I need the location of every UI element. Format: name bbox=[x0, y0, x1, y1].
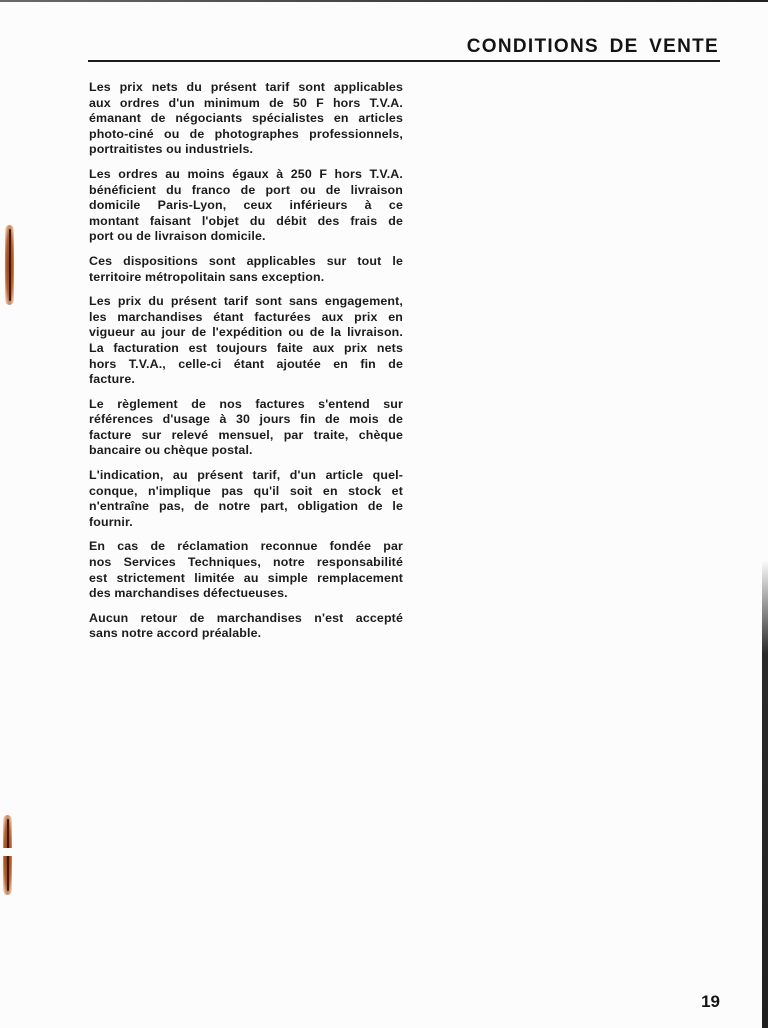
header-divider bbox=[88, 60, 720, 62]
page-title: CONDITIONS DE VENTE bbox=[466, 36, 719, 57]
text-line: facture sur relevé mensuel, par traite, chèque bbox=[89, 427, 403, 442]
text-line: Les prix du présent tarif sont sans engagement, bbox=[89, 294, 403, 309]
text-line: conque, n'implique pas qu'il soit en stock et bbox=[89, 483, 403, 498]
text-line: Le règlement de nos factures s'entend sur bbox=[89, 396, 403, 411]
paragraph-free-shipping bbox=[89, 167, 403, 245]
text-line: des marchandises défectueuses. bbox=[89, 586, 288, 601]
paragraph-payment bbox=[89, 397, 403, 459]
text-line: territoire métropolitain sans exception. bbox=[89, 269, 325, 284]
text-line: Les ordres au moins égaux à 250 F hors T.V.A. bbox=[89, 166, 403, 181]
staple-icon bbox=[9, 229, 11, 301]
text-line: La facturation est toujours faite aux prix nets bbox=[89, 340, 403, 355]
text-line: port ou de livraison domicile. bbox=[89, 229, 266, 244]
paragraph-returns bbox=[89, 611, 403, 642]
paragraph-stock bbox=[89, 468, 403, 530]
scan-top-edge bbox=[0, 0, 768, 2]
text-line: aux ordres d'un minimum de 50 F hors T.V.A. bbox=[89, 95, 403, 110]
paragraph-minimum-order bbox=[89, 80, 403, 158]
text-line: montant faisant l'objet du débit des frais de bbox=[89, 213, 403, 228]
scan-right-edge bbox=[762, 560, 768, 1028]
text-line: références d'usage à 30 jours fin de mois de bbox=[89, 412, 403, 427]
staple-rust-mark-bottom bbox=[3, 815, 12, 895]
text-line: n'entraîne pas, de notre part, obligation de le bbox=[89, 499, 403, 514]
paragraph-territory bbox=[89, 254, 403, 285]
text-line: L'indication, au présent tarif, d'un article quel- bbox=[89, 468, 403, 483]
text-line: facture. bbox=[89, 372, 135, 387]
text-line: émanant de négociants spécialistes en articles bbox=[89, 111, 403, 126]
text-line: fournir. bbox=[89, 514, 133, 529]
text-line: bancaire ou chèque postal. bbox=[89, 443, 253, 458]
staple-gap bbox=[3, 848, 12, 856]
text-line: portraitistes ou industriels. bbox=[89, 142, 254, 157]
text-line: photo-ciné ou de photographes professionnels, bbox=[89, 126, 403, 141]
text-line: Ces dispositions sont applicables sur tout le bbox=[89, 253, 403, 268]
text-line: les marchandises étant facturées aux prix en bbox=[89, 309, 403, 324]
text-line: En cas de réclamation reconnue fondée par bbox=[89, 539, 403, 554]
page-number: 19 bbox=[701, 992, 720, 1011]
page-header bbox=[88, 36, 720, 62]
text-line: vigueur au jour de l'expédition ou de la livraison. bbox=[89, 325, 403, 340]
text-line: Aucun retour de marchandises n'est accepté bbox=[89, 610, 403, 625]
text-line: Les prix nets du présent tarif sont applicables bbox=[89, 80, 403, 94]
text-line: sans notre accord préalable. bbox=[89, 626, 262, 641]
text-line: est strictement limitée au simple remplacement bbox=[89, 570, 403, 585]
text-line: bénéficient du franco de port ou de livraison bbox=[89, 182, 403, 197]
paragraph-pricing bbox=[89, 294, 403, 388]
staple-rust-mark-top bbox=[5, 225, 14, 305]
text-line: nos Services Techniques, notre responsabilité bbox=[89, 555, 403, 570]
conditions-body bbox=[89, 80, 403, 651]
paragraph-claims bbox=[89, 539, 403, 601]
text-line: hors T.V.A., celle-ci étant ajoutée en fin de bbox=[89, 356, 403, 371]
text-line: domicile Paris-Lyon, ceux inférieurs à ce bbox=[89, 198, 403, 213]
